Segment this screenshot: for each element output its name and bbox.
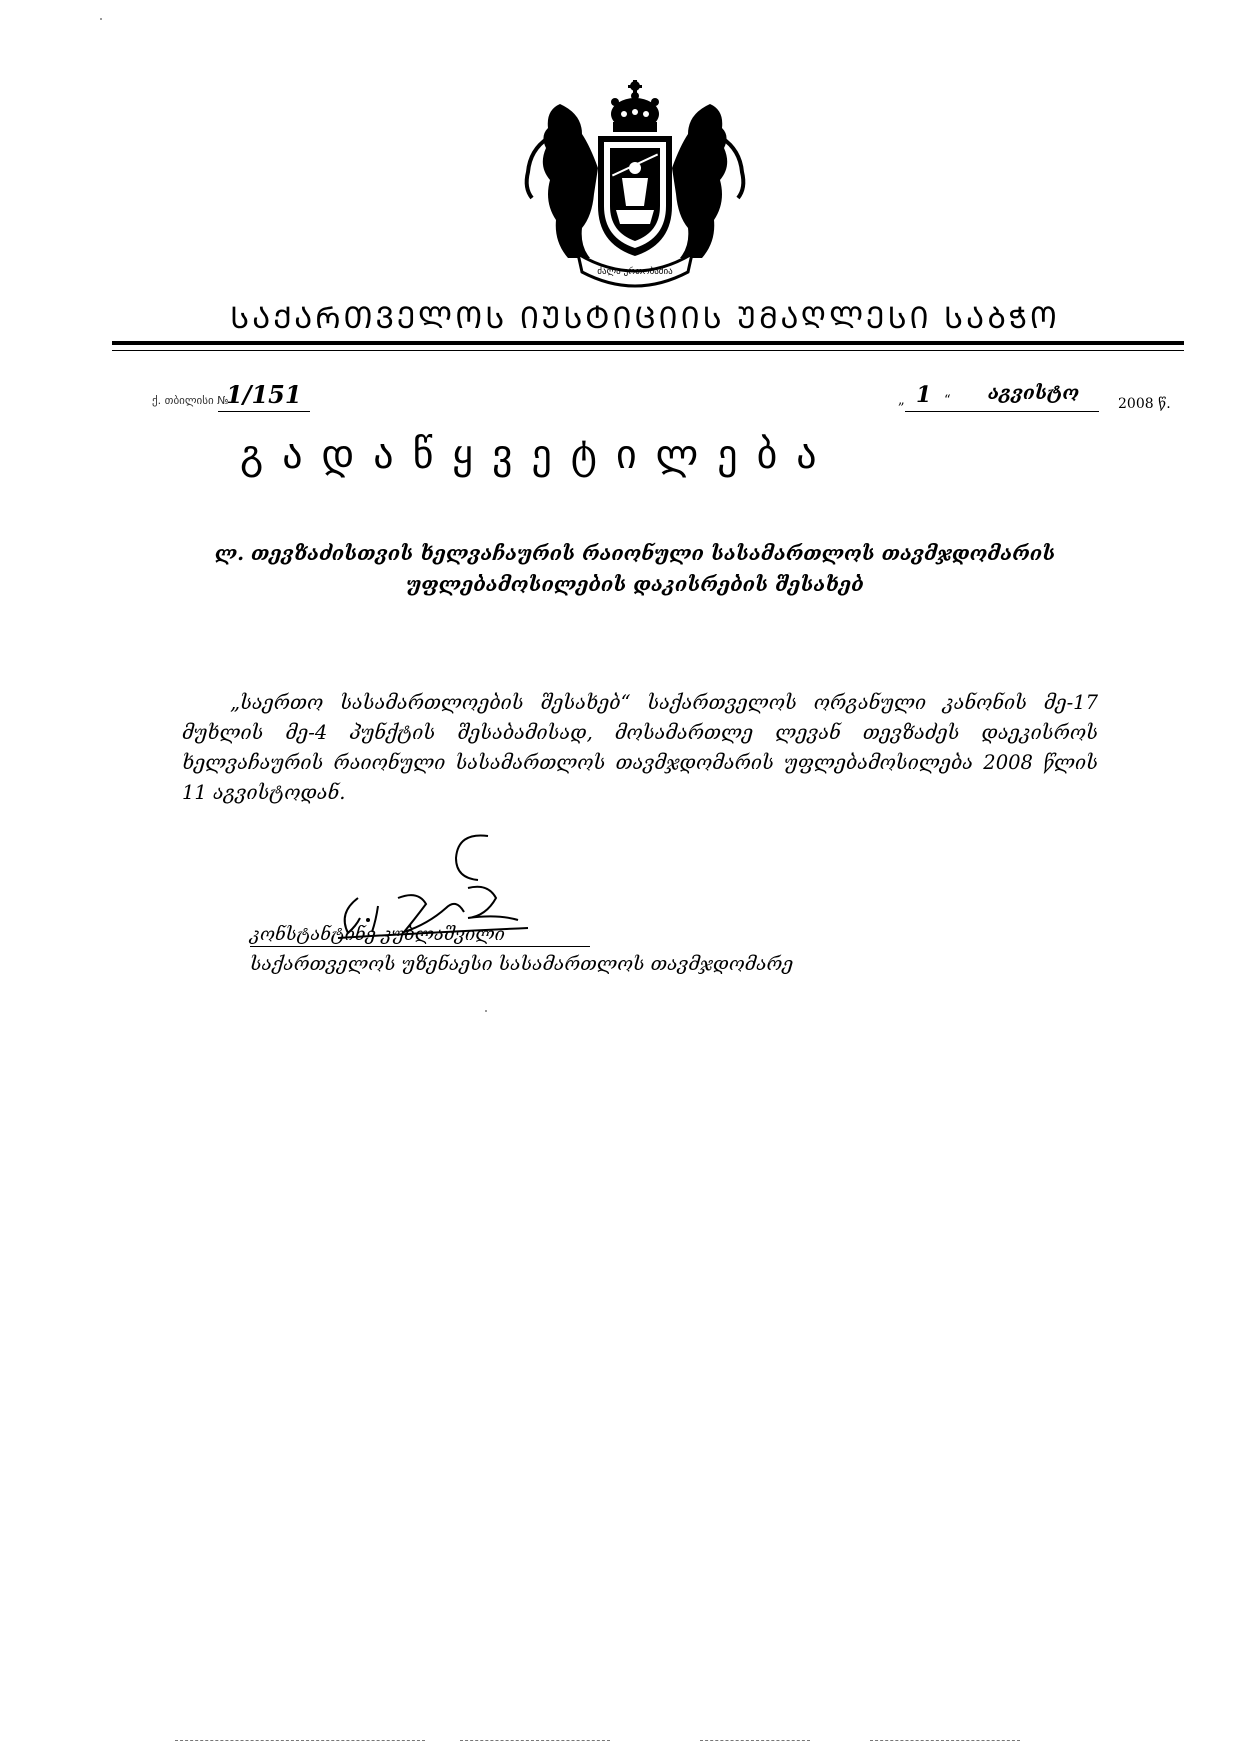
header-divider-thin bbox=[112, 350, 1184, 351]
date-year: 2008 წ. bbox=[1118, 396, 1171, 412]
emblem-motto: ძალა ერთობაშია bbox=[597, 267, 673, 277]
scan-artifact bbox=[870, 1740, 1020, 1741]
date-day: 1 bbox=[916, 382, 932, 408]
scan-artifact bbox=[700, 1740, 810, 1741]
scan-artifact bbox=[485, 1010, 487, 1012]
signer-position: საქართველოს უზენაესი სასამართლოს თავმჯდომარე bbox=[250, 953, 794, 975]
signer-name: კონსტანტინე კუბლაშვილი bbox=[250, 924, 505, 945]
scan-artifact bbox=[460, 1740, 610, 1741]
date-month: აგვისტო bbox=[988, 382, 1080, 404]
date-quote-close: “ bbox=[944, 393, 951, 408]
document-number: 1/151 bbox=[226, 380, 302, 409]
coat-of-arms-icon bbox=[520, 76, 750, 291]
date-underline bbox=[905, 411, 1099, 412]
document-title: გადაწყვეტილება bbox=[240, 432, 836, 478]
institution-name: ᲡᲐᲥᲐᲠᲗᲕᲔᲚᲝᲡ ᲘᲣᲡᲢᲘᲪᲘᲘᲡ ᲣᲛᲐᲦᲚᲔᲡᲘ ᲡᲐᲑᲭᲝ bbox=[230, 301, 1060, 336]
document-body: „საერთო სასამართლოების შესახებ“ საქართველოს ორგანული კანონის მე-17 მუხლის მე-4 პუნქტის შესაბამისად, მოსამართლე ლევან თევზაძეს დაეკისროს ხელვაჩაურის რაიონული სასამართლოს თავმჯდომარის უფლებამოსილება 2008 წლის 11 აგვისტოდან. bbox=[182, 691, 1098, 804]
date-quote-open: „ bbox=[898, 393, 905, 408]
header-divider-thick bbox=[112, 341, 1184, 345]
document-subject-line-2: უფლებამოსილების დაკისრების შესახებ bbox=[406, 572, 864, 596]
document-number-label: ქ. თბილისი № bbox=[152, 394, 229, 407]
document-number-underline bbox=[218, 411, 310, 412]
scan-artifact bbox=[175, 1740, 425, 1741]
scan-artifact bbox=[100, 18, 102, 20]
document-subject-line-1: ლ. თევზაძისთვის ხელვაჩაურის რაიონული სასამართლოს თავმჯდომარის bbox=[214, 541, 1056, 565]
signature-line bbox=[250, 946, 590, 947]
